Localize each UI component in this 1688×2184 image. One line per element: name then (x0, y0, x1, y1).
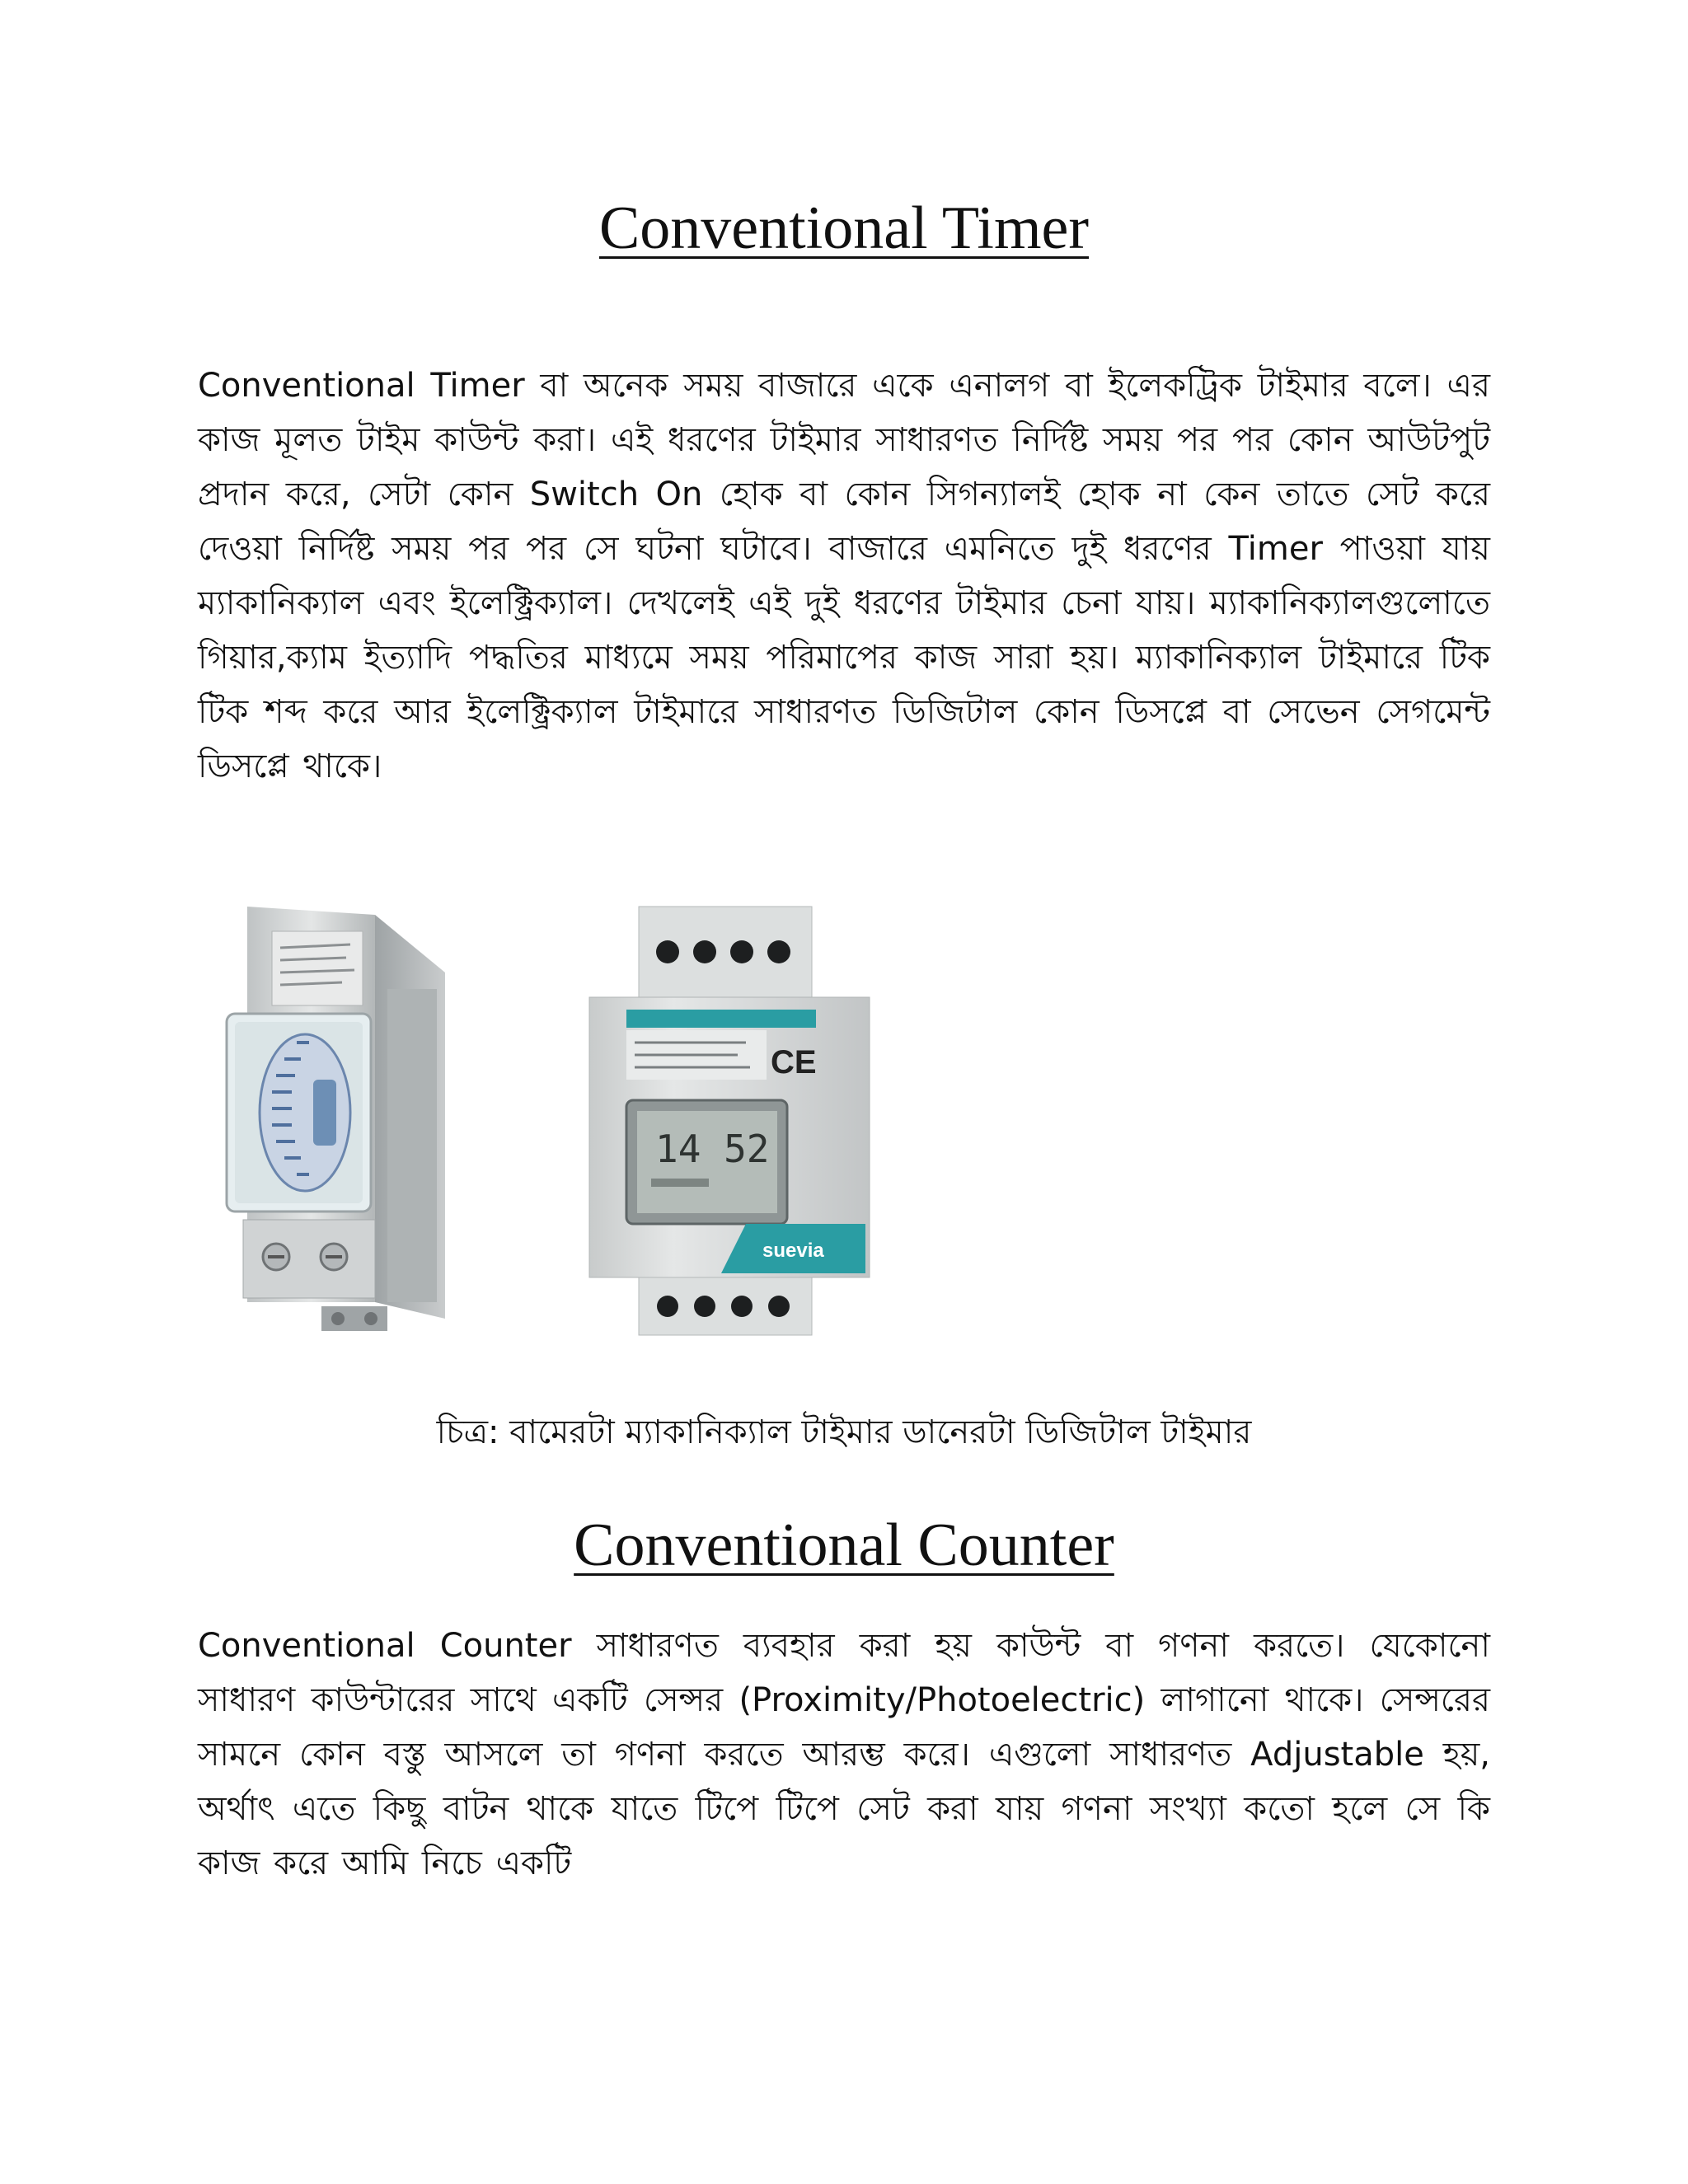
figure-caption: চিত্র: বামেরটা ম্যাকানিক্যাল টাইমার ডানেরটা ডিজিটাল টাইমার (436, 1413, 1252, 1451)
counter-paragraph: Conventional Counter সাধারণত ব্যবহার করা হয় কাউন্ট বা গণনা করতে। যেকোনো সাধারণ কাউন্টারের সাথে একটি সেন্সর (Proximity/Photoelectric) লাগানো থাকে। সেন্সরের সামনে কোন বস্তু আসলে তা গণনা করতে আরম্ভ করে। এগুলো সাধারণত Adjustable হয়, অর্থাৎ এতে কিছু বাটন থাকে যাতে টিপে টিপে সেট করা যায় গণনা সংখ্যা কতো হলে সে কি কাজ করে আমি নিচে একটি (198, 1627, 1490, 1882)
mechanical-timer-photo (198, 890, 470, 1352)
brand-label: suevia (762, 1240, 824, 1262)
section-heading-counter: Conventional Counter (574, 1511, 1114, 1579)
ce-mark: CE (771, 1044, 817, 1080)
section-heading-timer: Conventional Timer (598, 194, 1090, 262)
lcd-reading: 14 52 (655, 1127, 770, 1171)
digital-timer-photo (581, 890, 878, 1352)
timer-paragraph: Conventional Timer বা অনেক সময় বাজারে একে এনালগ বা ইলেকট্রিক টাইমার বলে। এর কাজ মূলত টাইম কাউন্ট করা। এই ধরণের টাইমার সাধারণত নির্দিষ্ট সময় পর পর কোন আউটপুট প্রদান করে, সেটা কোন Switch On হোক বা কোন সিগন্যালই হোক না কেন তাতে সেট করে দেওয়া নির্দিষ্ট সময় পর পর সে ঘটনা ঘটাবে। বাজারে এমনিতে দুই ধরণের Timer পাওয়া যায় ম্যাকানিক্যাল এবং ইলেক্ট্রিক্যাল। দেখলেই এই দুই ধরণের টাইমার চেনা যায়। ম্যাকানিক্যালগুলোতে গিয়ার,ক্যাম ইত্যাদি পদ্ধতির মাধ্যমে সময় পরিমাপের কাজ সারা হয়। ম্যাকানিক্যাল টাইমারে টিক টিক শব্দ করে আর ইলেক্ট্রিক্যাল টাইমারে সাধারণত ডিজিটাল কোন ডিসপ্লে বা সেভেন সেগমেন্ট ডিসপ্লে থাকে। (198, 367, 1490, 785)
figure-images (198, 890, 1490, 1352)
